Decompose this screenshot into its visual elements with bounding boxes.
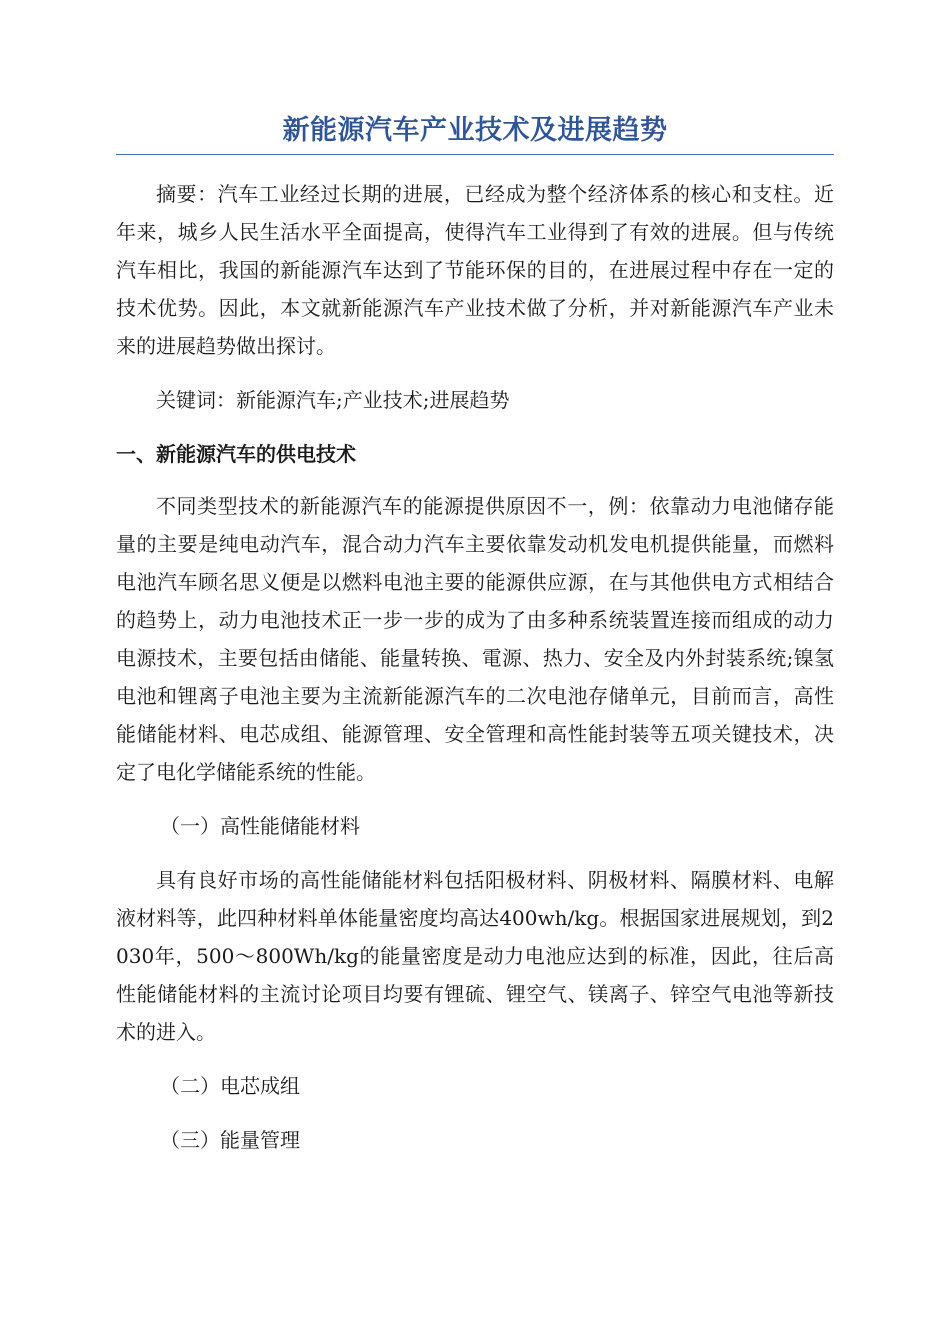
document-title: 新能源汽车产业技术及进展趋势 xyxy=(116,110,834,155)
subsection-heading-energy-management: （三）能量管理 xyxy=(160,1128,300,1152)
keywords-paragraph: 关键词：新能源汽车;产业技术;进展趋势 xyxy=(156,388,510,412)
subsection-heading-cell-grouping: （二）电芯成组 xyxy=(160,1074,300,1098)
section-heading-power-supply: 一、新能源汽车的供电技术 xyxy=(116,442,356,466)
document-page xyxy=(116,110,834,1159)
abstract-paragraph: 摘要：汽车工业经过长期的进展，已经成为整个经济体系的核心和支柱。近年来，城乡人民生活水平全面提高，使得汽车工业得到了有效的进展。但与传统汽车相比，我国的新能源汽车达到了节能环保的目的，在进展过程中存在一定的技术优势。因此，本文就新能源汽车产业技术做了分析，并对新能源汽车产业未来的进展趋势做出探讨。 xyxy=(116,182,834,358)
subsection-heading-storage-materials: （一）高性能储能材料 xyxy=(160,814,360,838)
subsection-body-storage-materials: 具有良好市场的高性能储能材料包括阳极材料、阴极材料、隔膜材料、电解液材料等，此四种材料单体能量密度均高达400wh/kg。根据国家进展规划，到2030年，500～800Wh/kg的能量密度是动力电池应达到的标准，因此，往后高性能储能材料的主流讨论项目均要有锂硫、锂空气、镁离子、锌空气电池等新技术的进入。 xyxy=(116,868,834,1044)
section-body-power-supply: 不同类型技术的新能源汽车的能源提供原因不一，例：依靠动力电池储存能量的主要是纯电动汽车，混合动力汽车主要依靠发动机发电机提供能量，而燃料电池汽车顾名思义便是以燃料电池主要的能源供应源，在与其他供电方式相结合的趋势上，动力电池技术正一步一步的成为了由多种系统装置连接而组成的动力电源技术，主要包括由储能、能量转换、電源、热力、安全及内外封装系统;镍氢电池和锂离子电池主要为主流新能源汽车的二次电池存储单元，目前而言，高性能储能材料、电芯成组、能源管理、安全管理和高性能封装等五项关键技术，决定了电化学储能系统的性能。 xyxy=(116,494,834,784)
